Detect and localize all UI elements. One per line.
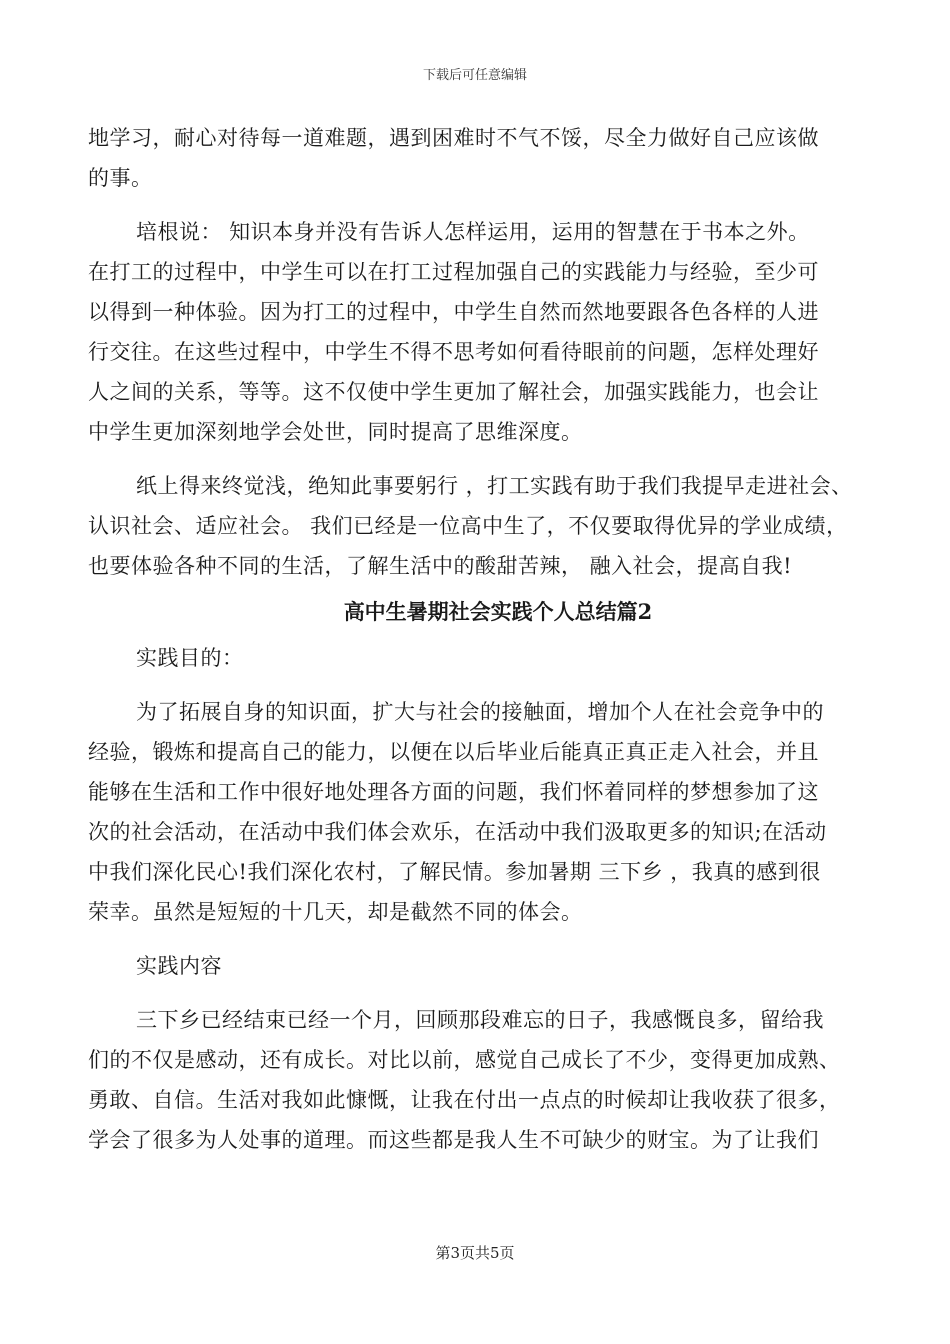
text-line: 学会了很多为人处事的道理。而这些都是我人生不可缺少的财宝。为了让我们	[88, 1128, 819, 1152]
text-line: 实践内容	[136, 954, 222, 978]
text-line: 也要体验各种不同的生活，了解生活中的酸甜苦辣， 融入社会，提高自我!	[88, 554, 793, 578]
text-line: 实践目的：	[136, 646, 244, 670]
paragraph	[88, 118, 878, 198]
page-footer: 第3页共5页	[435, 1244, 515, 1262]
document-body	[88, 118, 878, 1160]
text-line: 勇敢、自信。生活对我如此慷慨，让我在付出一点点的时候却让我收获了很多，	[88, 1088, 841, 1112]
text-line: 以得到一种体验。因为打工的过程中，中学生自然而然地要跟各色各样的人进	[88, 300, 819, 324]
paragraph	[88, 692, 878, 932]
text-line: 在打工的过程中，中学生可以在打工过程加强自己的实践能力与经验，至少可	[88, 260, 819, 284]
text-line: 能够在生活和工作中很好地处理各方面的问题，我们怀着同样的梦想参加了这	[88, 780, 819, 804]
paragraph	[88, 946, 878, 986]
text-line: 人之间的关系，等等。这不仅使中学生更加了解社会，加强实践能力，也会让	[88, 380, 819, 404]
text-line: 中学生更加深刻地学会处世，同时提高了思维深度。	[88, 420, 583, 444]
text-line: 荣幸。虽然是短短的十几天，却是截然不同的体会。	[88, 900, 583, 924]
text-line: 纸上得来终觉浅，绝知此事要躬行 ，打工实践有助于我们我提早走进社会、	[136, 474, 853, 498]
text-line: 们的不仅是感动，还有成长。对比以前，感觉自己成长了不少，变得更加成熟、	[88, 1048, 841, 1072]
text-line: 地学习，耐心对待每一道难题，遇到困难时不气不馁，尽全力做好自己应该做	[88, 126, 819, 150]
paragraph	[88, 638, 878, 678]
text-line: 行交往。在这些过程中，中学生不得不思考如何看待眼前的问题，怎样处理好	[88, 340, 819, 364]
section-title: 高中生暑期社会实践个人总结篇2	[343, 599, 653, 624]
paragraph	[88, 1000, 878, 1160]
text-line: 认识社会、适应社会。 我们已经是一位高中生了，不仅要取得优异的学业成绩，	[88, 514, 848, 538]
page-header: 下载后可任意编辑	[422, 68, 527, 83]
text-line: 培根说： 知识本身并没有告诉人怎样运用，运用的智慧在于书本之外。	[136, 220, 810, 244]
text-line: 为了拓展自身的知识面，扩大与社会的接触面，增加个人在社会竞争中的	[136, 700, 824, 724]
text-line: 中我们深化民心!我们深化农村，了解民情。参加暑期 三下乡 ，我真的感到很	[88, 860, 821, 884]
text-line: 的事。	[88, 166, 153, 190]
text-line: 三下乡已经结束已经一个月，回顾那段难忘的日子，我感慨良多，留给我	[136, 1008, 824, 1032]
paragraph	[88, 212, 878, 452]
text-line: 次的社会活动，在活动中我们体会欢乐，在活动中我们汲取更多的知识;在活动	[88, 820, 827, 844]
text-line: 经验，锻炼和提高自己的能力，以便在以后毕业后能真正真正走入社会，并且	[88, 740, 819, 764]
paragraph	[88, 466, 878, 586]
